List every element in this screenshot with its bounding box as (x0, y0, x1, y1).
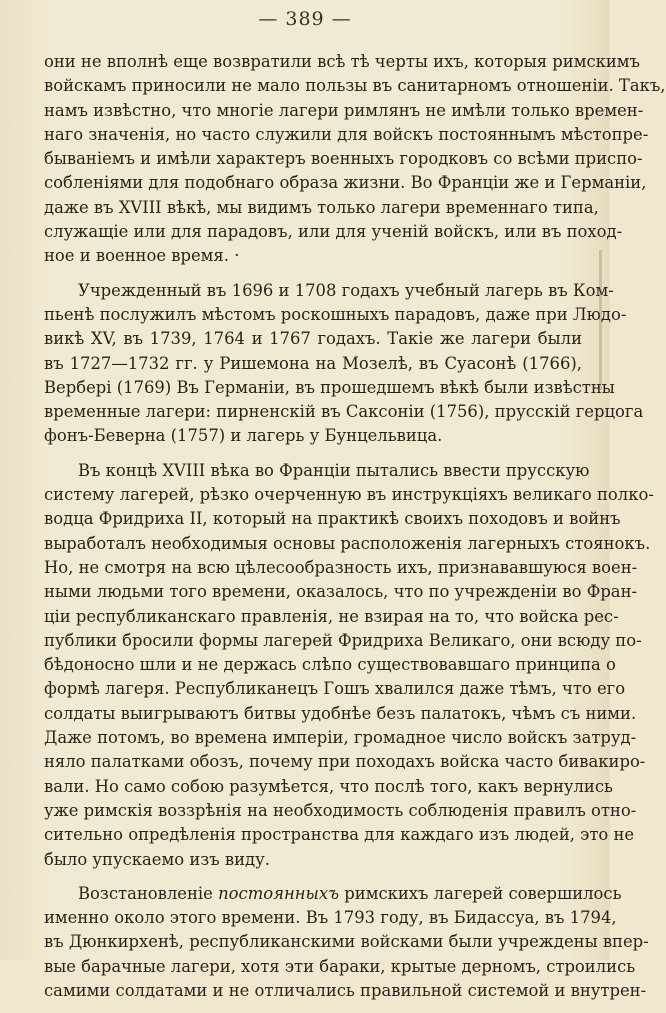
text-line: фонъ-Беверна (1757) и лагерь у Бунцельвица. (44, 426, 443, 446)
text-line: именно около этого времени. Въ 1793 году, въ Бидассуа, въ 1794, (44, 908, 617, 928)
text-line: сительно опредѣленія пространства для каждаго изъ людей, это не (44, 825, 635, 845)
paragraph-2 (44, 279, 644, 449)
text-line: Въ концѣ XVIII вѣка во Франціи пытались ввести прусскую (78, 460, 590, 480)
text-line: вые барачные лагери, хотя эти бараки, крытые дерномъ, строились (44, 956, 636, 976)
emphasized-word: постоянныхъ (218, 883, 340, 903)
text-line: они не вполнѣ еще возвратили всѣ тѣ черты ихъ, которыя римскимъ (44, 52, 640, 71)
text-line: вали. Но само собою разумѣется, что послѣ того, какъ вернулись (44, 776, 613, 796)
text-line: викѣ XV, въ 1739, 1764 и 1767 годахъ. Такіе же лагери были (44, 329, 582, 349)
text-line: въ 1727—1732 гг. у Ришемона на Мозелѣ, въ Суасонѣ (1766), (44, 353, 582, 373)
text-line: собленіями для подобнаго образа жизни. Во Франціи же и Германіи, (44, 173, 647, 193)
text-line: временные лагери: пирненскій въ Саксоніи (1756), прусскій герцога (44, 402, 644, 422)
text-line: ное и военное время. · (44, 246, 240, 266)
text-line (44, 882, 622, 906)
paragraph-3 (44, 459, 654, 872)
page-edge-mark (599, 250, 602, 390)
text-line: Но, не смотря на всю цѣлесообразность ихъ, признававшуюся воен- (44, 557, 638, 577)
text-line: няло палатками обозъ, почему при походахъ войска часто бивакиро- (44, 752, 646, 772)
text-line: служащіе или для парадовъ, или для ученій войскъ, или въ поход- (44, 222, 623, 242)
page-number: — 389 — (258, 8, 352, 30)
paragraph-4 (44, 882, 649, 1003)
text-line: уже римскія воззрѣнія на необходимость соблюденія правилъ отно- (44, 800, 637, 820)
text-line: Учрежденный въ 1696 и 1708 годахъ учебный лагерь въ Ком- (78, 280, 614, 300)
text-fragment: римскихъ лагерей совершилось (339, 883, 622, 903)
text-line: войскамъ приносили не мало пользы въ санитарномъ отношеніи. Такъ, (44, 76, 666, 96)
text-line: самими солдатами и не отличались правильной системой и внутрен- (44, 980, 647, 1000)
text-line: пьенѣ послужилъ мѣстомъ роскошныхъ парадовъ, даже при Людо- (44, 304, 627, 324)
text-line: ными людьми того времени, оказалось, что по учрежденіи во Фран- (44, 582, 638, 602)
text-line: Верберi (1769) Въ Германіи, въ прошедшемъ вѣкѣ были извѣстны (44, 377, 615, 397)
text-line: намъ извѣстно, что многіе лагери римлянъ не имѣли только времен- (44, 100, 644, 120)
text-line: въ Дюнкирхенѣ, республиканскими войсками были учреждены впер- (44, 932, 649, 952)
text-line: публики бросили формы лагерей Фридриха Великаго, они всюду по- (44, 630, 642, 650)
text-line: формѣ лагеря. Республиканецъ Гошъ хвалился даже тѣмъ, что его (44, 679, 626, 699)
text-line: Даже потомъ, во времена имперіи, громадное число войскъ затруд- (44, 728, 637, 748)
text-line: солдаты выигрываютъ битвы удобнѣе безъ палатокъ, чѣмъ съ ними. (44, 703, 637, 723)
text-line: систему лагерей, рѣзко очерченную въ инструкціяхъ великаго полко- (44, 485, 654, 505)
text-line: водца Фридриха II, который на практикѣ своихъ походовъ и войнъ (44, 509, 621, 529)
text-line: наго значенія, но часто служили для войскъ постояннымъ мѣстопре- (44, 124, 649, 144)
text-line: ціи республиканскаго правленія, не взирая на то, что войска рес- (44, 606, 619, 626)
paragraph-1 (44, 50, 666, 269)
text-line: даже въ XVIII вѣкѣ, мы видимъ только лагери временнаго типа, (44, 197, 599, 217)
text-line: было упускаемо изъ виду. (44, 849, 270, 869)
text-line: бѣдоносно шли и не держась слѣпо существовавшаго принципа о (44, 655, 616, 675)
text-line: быванiемъ и имѣли характеръ военныхъ городковъ со всѣми приспо- (44, 149, 643, 169)
text-line: выработалъ необходимыя основы расположенія лагерныхъ стоянокъ. (44, 533, 651, 553)
text-fragment: Возстановленіе (78, 883, 219, 903)
body-text (44, 50, 666, 1013)
